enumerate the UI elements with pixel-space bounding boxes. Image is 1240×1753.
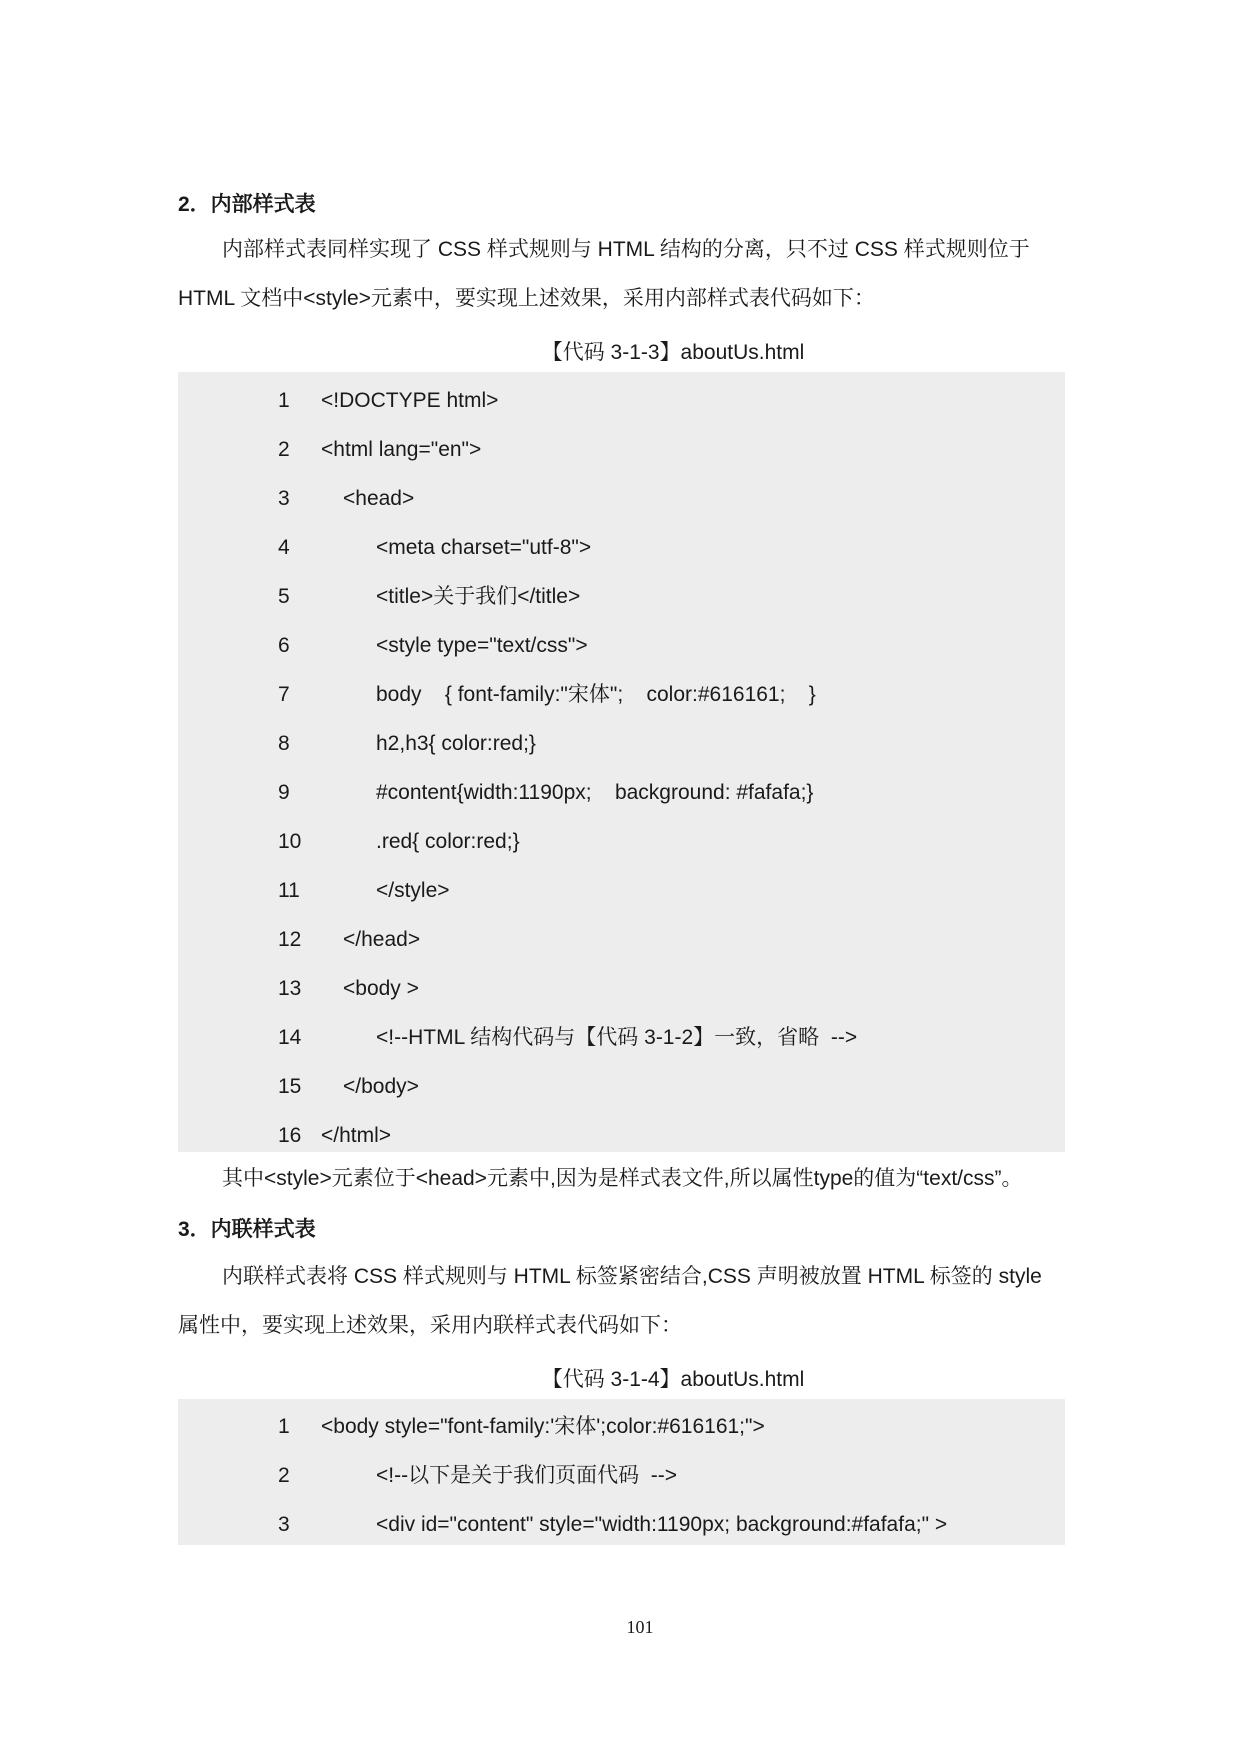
line-code: h2,h3{ color:red;} — [376, 732, 536, 755]
code-line — [178, 621, 1065, 670]
line-code: <html lang="en"> — [321, 438, 482, 461]
code-line — [178, 719, 1065, 768]
code-block-3-1-4 — [178, 1399, 1065, 1545]
line-code: <title>关于我们</title> — [376, 585, 581, 608]
line-number: 11 — [278, 879, 300, 902]
code-line — [178, 376, 1065, 425]
line-code: <!DOCTYPE html> — [321, 389, 499, 412]
code-line — [178, 523, 1065, 572]
line-code: <meta charset="utf-8"> — [376, 536, 592, 559]
code-line — [178, 1013, 1065, 1062]
line-number: 16 — [278, 1124, 302, 1147]
code-line — [178, 572, 1065, 621]
line-code: </html> — [321, 1124, 392, 1147]
line-number: 12 — [278, 928, 302, 951]
code-line — [178, 1062, 1065, 1111]
line-number: 1 — [278, 389, 290, 412]
line-number: 8 — [278, 732, 290, 755]
code-line — [178, 670, 1065, 719]
code-line — [178, 768, 1065, 817]
code-line — [178, 866, 1065, 915]
line-code: </head> — [343, 928, 421, 951]
code-line — [178, 1451, 1065, 1500]
code-block-3-1-3 — [178, 372, 1065, 1152]
code-line — [178, 915, 1065, 964]
line-code: <body style="font-family:'宋体';color:#616161;"> — [321, 1415, 765, 1438]
line-code: <style type="text/css"> — [376, 634, 588, 657]
line-code: body { font-family:"宋体"; color:#616161; } — [376, 683, 816, 706]
code-line — [178, 474, 1065, 523]
paragraph-internal-stylesheet-intro: 内部样式表同样实现了 CSS 样式规则与 HTML 结构的分离，只不过 CSS 样式规则位于 HTML 文档中<style>元素中，要实现上述效果，采用内部样式表代码如下： — [178, 238, 1030, 310]
line-code: </body> — [343, 1075, 419, 1098]
line-number: 3 — [278, 487, 290, 510]
code-line — [178, 1402, 1065, 1451]
line-code: #content{width:1190px; background: #fafafa;} — [376, 781, 814, 804]
line-number: 9 — [278, 781, 290, 804]
line-number: 2 — [278, 1464, 290, 1487]
line-code: <div id="content" style="width:1190px; background:#fafafa;" > — [376, 1513, 948, 1536]
code-line — [178, 1500, 1065, 1549]
line-number: 1 — [278, 1415, 290, 1438]
line-code: .red{ color:red;} — [376, 830, 520, 853]
line-code: <head> — [343, 487, 415, 510]
line-number: 13 — [278, 977, 302, 1000]
line-code: <body > — [343, 977, 419, 1000]
code-line — [178, 425, 1065, 474]
paragraph-style-element-note: 其中<style>元素位于<head>元素中,因为是样式表文件,所以属性type的值为“text/css”。 — [222, 1167, 1023, 1190]
line-code: </style> — [376, 879, 450, 902]
line-number: 3 — [278, 1513, 290, 1536]
line-number: 15 — [278, 1075, 302, 1098]
page-number: 101 — [626, 1617, 654, 1637]
paragraph-inline-stylesheet-intro: 内联样式表将 CSS 样式规则与 HTML 标签紧密结合,CSS 声明被放置 HTML 标签的 style 属性中，要实现上述效果，采用内联样式表代码如下： — [178, 1265, 1042, 1337]
line-number: 5 — [278, 585, 290, 608]
line-number: 6 — [278, 634, 290, 657]
line-number: 14 — [278, 1026, 302, 1049]
code-line — [178, 1111, 1065, 1160]
code-caption-3-1-3: 【代码 3-1-3】aboutUs.html — [541, 341, 805, 364]
line-code: <!--以下是关于我们页面代码 --> — [376, 1464, 678, 1487]
line-number: 10 — [278, 830, 302, 853]
line-number: 7 — [278, 683, 290, 706]
code-caption-3-1-4: 【代码 3-1-4】aboutUs.html — [541, 1368, 805, 1391]
code-line — [178, 817, 1065, 866]
section-heading-internal-stylesheet: 2．内部样式表 — [178, 193, 316, 216]
line-number: 4 — [278, 536, 290, 559]
section-heading-inline-stylesheet: 3．内联样式表 — [178, 1218, 316, 1241]
code-line — [178, 964, 1065, 1013]
line-number: 2 — [278, 438, 290, 461]
line-code: <!--HTML 结构代码与【代码 3-1-2】一致，省略 --> — [376, 1026, 858, 1049]
